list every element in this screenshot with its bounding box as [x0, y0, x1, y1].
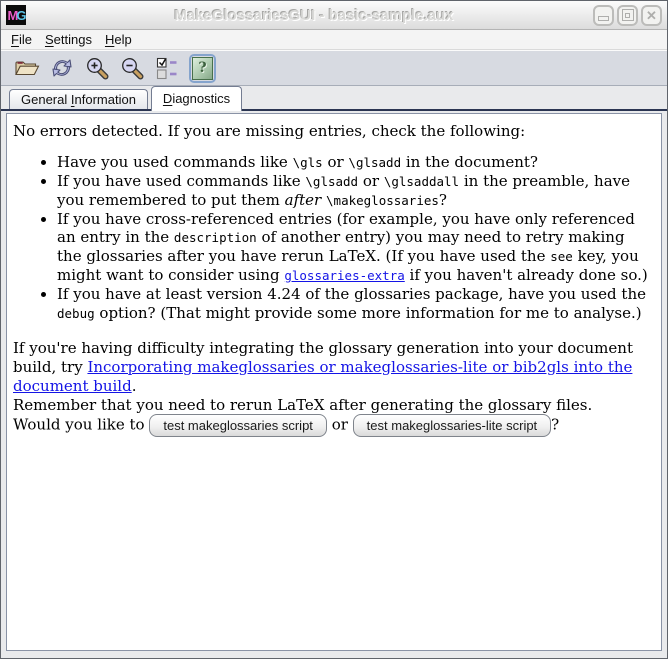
text-run: of another entry) you may need to retry making the glossaries after you have rerun LaTeX. (If you have used the — [57, 228, 625, 266]
text-run: if you haven't already done so.) — [404, 266, 648, 285]
menu-settings[interactable] — [45, 32, 92, 47]
text-run: If you have cross-referenced entries (for example, you have only referenced an entry in the — [57, 209, 635, 247]
text-run: option? (That might provide some more information for me to analyse.) — [94, 304, 642, 323]
tab-mnemonic: I — [70, 92, 75, 107]
open-file-button[interactable] — [13, 54, 41, 82]
magnifier-minus-icon — [119, 55, 145, 81]
window-title: MakeGlossariesGUI - basic-sample.aux — [174, 6, 454, 24]
menu-label-post: elp — [114, 32, 132, 47]
menu-mnemonic: H — [104, 32, 115, 47]
code-run: debug — [57, 306, 95, 322]
integration-guide-link[interactable]: Incorporating makeglossaries or makeglossaries-lite or bib2gls into the document build — [13, 357, 633, 395]
tab-mnemonic: D — [162, 91, 173, 106]
text-run: key, you might want to consider using — [57, 247, 639, 285]
title-bar[interactable] — [1, 1, 667, 30]
text-run: Would you like to — [13, 415, 150, 434]
rerun-note: Remember that you need to rerun LaTeX after generating the glossary files. — [13, 395, 593, 414]
open-folder-icon — [13, 56, 41, 80]
text-run: . — [131, 376, 137, 395]
menu-mnemonic: F — [11, 32, 19, 47]
menu-bar — [1, 30, 667, 50]
checklist-item — [57, 285, 653, 323]
help-toggle-button[interactable] — [192, 57, 213, 80]
tab-label-post: iagnostics — [172, 91, 231, 106]
code-run: \glsadd — [348, 154, 402, 170]
zoom-in-button[interactable] — [83, 54, 111, 82]
text-run: If you have used commands like — [57, 171, 306, 190]
zoom-out-button[interactable] — [118, 54, 146, 82]
reload-button[interactable] — [48, 54, 76, 82]
intro-text: No errors detected. If you are missing entries, check the following: — [13, 122, 526, 140]
code-run: \makeglossaries — [326, 192, 439, 208]
diagnostics-button[interactable] — [153, 54, 181, 82]
checklist-item — [57, 153, 653, 172]
app-icon-letter-g: G — [16, 7, 25, 23]
code-run: \glsaddall — [383, 173, 460, 189]
code-run: \glsadd — [305, 173, 359, 189]
toolbar — [1, 50, 667, 86]
text-run: or — [326, 415, 353, 434]
text-run: Have you used commands like — [57, 152, 293, 171]
tab-bar — [1, 86, 667, 111]
diagnostics-panel — [6, 113, 662, 651]
test-makeglossaries-lite-button[interactable]: test makeglossaries-lite script — [353, 414, 552, 437]
text-run: or — [358, 171, 384, 190]
app-icon-letter-m: M — [7, 7, 17, 23]
emphasis-run: after — [284, 190, 322, 209]
text-run: If you're having difficulty integrating the glossary generation into your document build, try — [13, 338, 633, 376]
code-run: description — [173, 230, 257, 246]
checklist-item — [57, 172, 653, 210]
help-question-icon: ? — [192, 57, 213, 80]
text-run: If you have at least version 4.24 of the glossaries package, have you used the — [57, 285, 646, 304]
text-run: in the document? — [401, 152, 538, 171]
text-run: in the preamble, have you remembered to put them — [57, 171, 631, 209]
app-icon — [6, 5, 26, 25]
minimize-button[interactable] — [593, 5, 614, 26]
reload-arrows-icon — [49, 55, 75, 81]
window-controls — [593, 5, 662, 26]
tab-diagnostics[interactable] — [151, 86, 242, 111]
text-run: ? — [438, 190, 447, 209]
checklist-item — [57, 210, 653, 286]
help-toggle-selected-ring — [189, 54, 216, 83]
close-icon: ✕ — [646, 7, 657, 23]
menu-mnemonic: S — [44, 32, 54, 47]
maximize-button[interactable] — [617, 5, 638, 26]
minimize-icon — [598, 16, 609, 21]
magnifier-plus-icon — [84, 55, 110, 81]
close-button[interactable] — [641, 5, 662, 26]
code-run: see — [550, 249, 573, 265]
menu-label-post: ettings — [53, 32, 92, 47]
tab-general-information[interactable] — [9, 89, 148, 111]
code-run: \gls — [292, 154, 323, 170]
tab-label-pre: General — [21, 92, 71, 107]
menu-help[interactable] — [105, 32, 132, 47]
integration-paragraph — [13, 339, 653, 396]
checklist-icon — [155, 55, 179, 81]
diagnostics-checklist — [13, 153, 653, 323]
prompt-line — [13, 414, 653, 437]
text-run: or — [322, 152, 349, 171]
test-makeglossaries-button[interactable]: test makeglossaries script — [149, 414, 327, 437]
menu-label-post: ile — [18, 32, 32, 47]
menu-file[interactable] — [11, 32, 32, 47]
text-run: ? — [551, 415, 560, 434]
maximize-icon — [622, 9, 634, 21]
tab-label-post: nformation — [74, 92, 136, 107]
glossaries-extra-link[interactable]: glossaries-extra — [284, 268, 405, 284]
